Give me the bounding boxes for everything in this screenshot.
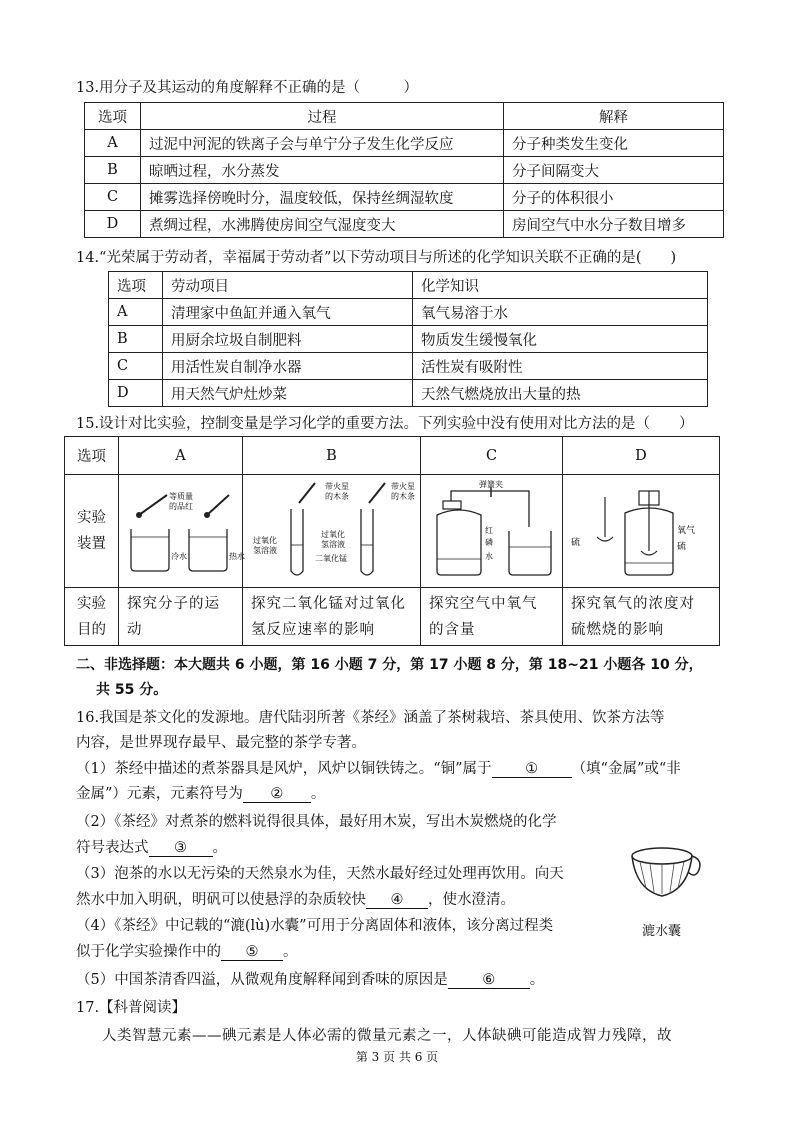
q14-header-cell: 选项: [109, 272, 163, 299]
q16-part3-line2: [76, 888, 515, 909]
q14-cell: A: [109, 299, 163, 326]
q16-p1a: （1）茶经中描述的煮茶器具是风炉，风炉以铜铁铸之。“铜”属于: [76, 761, 492, 777]
q15-option-d: D: [563, 437, 720, 475]
q13-cell: D: [85, 211, 141, 238]
q14-cell: 用天然气炉灶炒菜: [163, 380, 413, 407]
figure-b-catalyst: [243, 475, 419, 583]
fig-d-oxygen: 氧气: [677, 526, 696, 536]
q14-cell: 天然气燃烧放出大量的热: [413, 380, 708, 407]
q17-title: 17.【科普阅读】: [76, 1000, 187, 1016]
q15-purpose-label-1: 实验: [77, 595, 106, 612]
q15-purpose-c: [421, 588, 563, 646]
q16-part4-line1: （4）《茶经》中记载的“漉(lù)水囊”可用于分离固体和液体，该分离过程类: [76, 918, 554, 934]
q14-cell: B: [109, 326, 163, 353]
fig-b-stick1: 带火星: [325, 482, 349, 491]
section2-heading-line2: 共 55 分。: [96, 682, 168, 698]
q13-header-cell: 选项: [85, 103, 141, 130]
q15-device-label-2: 装置: [77, 536, 106, 552]
q16-p3b: 然水中加入明矾，明矾可以使悬浮的杂质较快: [76, 892, 366, 908]
q15-purpose-b-1: 探究二氧化锰对过氧化: [251, 595, 406, 612]
q14-cell: 活性炭有吸附性: [413, 353, 708, 380]
q13-cell: 煮绸过程，水沸腾使房间空气湿度变大: [141, 211, 504, 238]
figure-a-molecule-motion: [119, 475, 245, 583]
q16-p4b: 似于化学实验操作中的: [76, 944, 221, 960]
q16-part3-line1: （3）泡茶的水以无污染的天然泉水为佳，天然水最好经过处理再饮用。向天: [76, 866, 564, 882]
q16-blank-2[interactable]: ②: [243, 786, 311, 803]
fig-b-t2a: 过氧化: [321, 530, 345, 539]
table-row: [109, 299, 708, 326]
q16-intro-1: 16.我国是茶文化的发源地。唐代陆羽所著《茶经》涵盖了茶树栽培、茶具使用、饮茶方法等: [76, 710, 665, 726]
q13-header-cell: 过程: [141, 103, 504, 130]
q16-part5: [76, 968, 544, 989]
fig-b-stick2b: 的木条: [391, 492, 415, 501]
q14-cell: 物质发生缓慢氧化: [413, 326, 708, 353]
fig-c-clip: 弹簧夹: [479, 480, 503, 489]
q14-cell: 用活性炭自制净水器: [163, 353, 413, 380]
q15-purpose-c-1: 探究空气中氧气: [429, 595, 538, 612]
q16-p4c: 。: [283, 944, 298, 960]
q13-cell: 分子种类发生变化: [504, 130, 724, 157]
q15-purpose-label-2: 目的: [77, 621, 106, 638]
q14-cell: 清理家中鱼缸并通入氧气: [163, 299, 413, 326]
q17-text: 人类智慧元素——碘元素是人体必需的微量元素之一，人体缺碘可能造成智力残障，故: [102, 1028, 672, 1044]
q15-device-label-1: 实验: [77, 510, 106, 526]
q16-p2c: 。: [212, 840, 227, 856]
q14-table: [108, 271, 708, 407]
fig-a-label2: 的品红: [169, 502, 193, 511]
q15-purpose-d-1: 探究氧气的浓度对: [571, 595, 695, 612]
q13-cell: 摊雾选择傍晚时分，温度较低，保持丝绸湿软度: [141, 184, 504, 211]
q13-title: 13.用分子及其运动的角度解释不正确的是（ ）: [76, 80, 419, 96]
q14-header-row: [109, 272, 708, 299]
fig-c-water: 水: [485, 552, 493, 561]
q15-purpose-a-2: 动: [127, 621, 143, 638]
q15-table: [64, 436, 720, 646]
q16-blank-5[interactable]: ⑤: [221, 944, 283, 961]
q15-purpose-a: [119, 588, 243, 646]
fig-b-t1b: 氢溶液: [253, 546, 277, 555]
q13-cell: A: [85, 130, 141, 157]
table-row: [85, 211, 724, 238]
q14-cell: D: [109, 380, 163, 407]
q13-cell: 过泥中河泥的铁离子会与单宁分子发生化学反应: [141, 130, 504, 157]
table-row: [85, 130, 724, 157]
q15-purpose-c-2: 的含量: [429, 621, 476, 638]
fig-c-p1: 红: [485, 526, 493, 535]
section2-heading-line1: 二、非选择题：本大题共 6 小题，第 16 小题 7 分，第 17 小题 8 分，第 18~21 小题各 10 分，: [76, 657, 703, 673]
q13-cell: 分子间隔变大: [504, 157, 724, 184]
q15-header-label: 选项: [65, 437, 119, 475]
fig-a-cold: 冷水: [171, 552, 187, 561]
q15-device-label: [65, 475, 119, 588]
q16-part1-line2: [76, 782, 325, 803]
fig-d-sulfur-right: 硫: [677, 542, 687, 552]
fig-b-stick1b: 的木条: [325, 492, 349, 501]
q16-blank-6[interactable]: ⑥: [448, 972, 530, 989]
fig-a-label1: 等质量: [169, 492, 193, 501]
q13-header-row: [85, 103, 724, 130]
q15-option-a: A: [119, 437, 243, 475]
fig-b-stick2: 带火星: [391, 482, 415, 491]
q16-p1d: 。: [310, 786, 326, 802]
q16-p5a: （5）中国茶清香四溢，从微观角度解释闻到香味的原因是: [76, 972, 448, 988]
q14-title: 14.“光荣属于劳动者，幸福属于劳动者”以下劳动项目与所述的化学知识关联不正确的是( ): [76, 250, 677, 266]
q16-part2-line1: （2）《茶经》对煮茶的燃料说得很具体，最好用木炭，写出木炭燃烧的化学: [76, 814, 557, 830]
q15-title: 15.设计对比实验，控制变量是学习化学的重要方法。下列实验中没有使用对比方法的是（ ）: [76, 416, 694, 432]
q14-header-cell: 化学知识: [413, 272, 708, 299]
q16-p1b: （填“金属”或“非: [571, 761, 681, 777]
q16-part2-line2: [76, 836, 227, 857]
filter-bag-figure: [626, 842, 704, 904]
q15-purpose-label: [65, 588, 119, 646]
fig-a-hot: 热水: [229, 552, 245, 561]
q15-option-c: C: [421, 437, 563, 475]
fig-b-t2c: 二氧化锰: [315, 554, 347, 563]
q15-purpose-a-1: 探究分子的运: [127, 595, 220, 612]
fig-b-t1a: 过氧化: [253, 536, 277, 545]
q14-cell: 氧气易溶于水: [413, 299, 708, 326]
table-row: [109, 380, 708, 407]
fig-d-sulfur-left: 硫: [571, 538, 581, 548]
figure-b-cell: [243, 475, 421, 588]
q14-cell: 用厨余垃圾自制肥料: [163, 326, 413, 353]
q15-purpose-b: [243, 588, 421, 646]
q13-table: [84, 102, 724, 238]
table-row: [85, 157, 724, 184]
figure-c-cell: [421, 475, 563, 588]
q14-header-cell: 劳动项目: [163, 272, 413, 299]
q16-blank-3[interactable]: ③: [149, 840, 213, 857]
q16-p1c: 金属”）元素，元素符号为: [76, 786, 243, 802]
figure-d-sulfur-combustion: [563, 475, 715, 583]
table-row: [85, 184, 724, 211]
fig-b-t2b: 氢溶液: [321, 540, 345, 549]
q15-purpose-d-2: 硫燃烧的影响: [571, 621, 664, 638]
q13-cell: B: [85, 157, 141, 184]
q16-part4-line2: [76, 940, 298, 961]
table-row: [109, 326, 708, 353]
q16-part1-line1: [76, 757, 681, 778]
q15-option-b: B: [243, 437, 421, 475]
q16-p5b: 。: [529, 972, 545, 988]
q15-purpose-b-2: 氢反应速率的影响: [251, 621, 375, 638]
filter-bag-caption: 漉水囊: [642, 924, 682, 939]
figure-d-cell: [563, 475, 720, 588]
q16-intro-2: 内容，是世界现存最早、最完整的茶学专著。: [76, 735, 366, 751]
q15-purpose-d: [563, 588, 720, 646]
figure-c-oxygen-content: [421, 475, 561, 583]
page-footer: 第 3 页 共 6 页: [355, 1050, 439, 1064]
figure-a-cell: [119, 475, 243, 588]
q16-blank-1[interactable]: ①: [492, 761, 572, 778]
q13-cell: C: [85, 184, 141, 211]
q16-p3c: ，使水澄清。: [428, 892, 515, 908]
q16-p2b: 符号表达式: [76, 840, 149, 856]
q13-cell: 分子的体积很小: [504, 184, 724, 211]
fig-c-p2: 磷: [485, 538, 493, 547]
q16-blank-4[interactable]: ④: [366, 892, 428, 909]
q13-cell: 房间空气中水分子数目增多: [504, 211, 724, 238]
q13-cell: 晾晒过程，水分蒸发: [141, 157, 504, 184]
q14-cell: C: [109, 353, 163, 380]
table-row: [109, 353, 708, 380]
q13-header-cell: 解释: [504, 103, 724, 130]
